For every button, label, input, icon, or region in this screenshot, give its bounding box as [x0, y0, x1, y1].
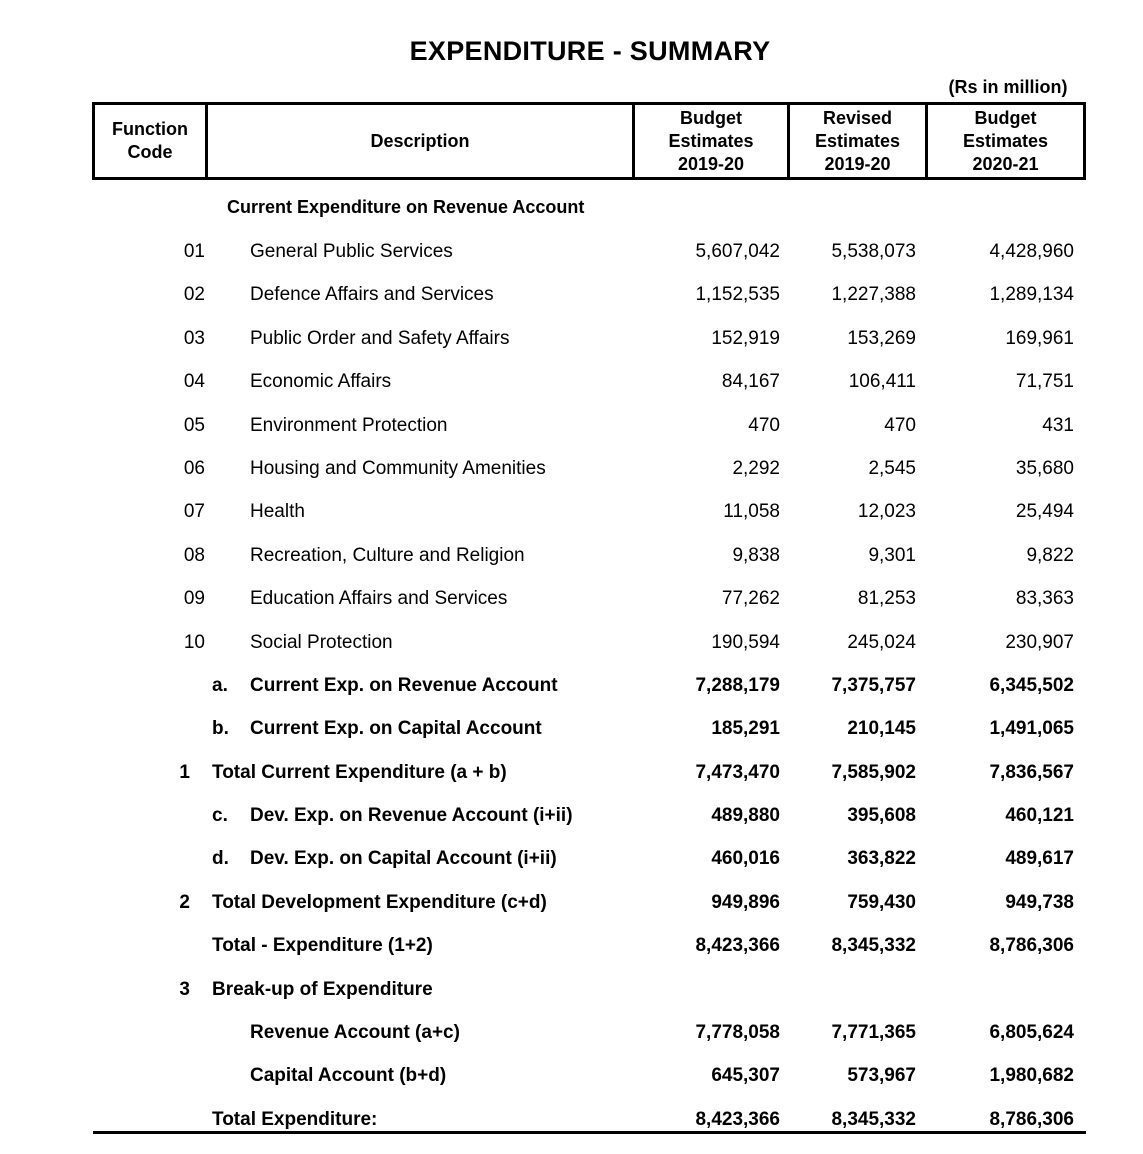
- revised-2019-20-value: 2,545: [868, 457, 916, 479]
- budget-2019-20-value: 7,288,179: [695, 674, 780, 696]
- budget-2019-20-value: 11,058: [723, 501, 780, 523]
- row-description: Break-up of Expenditure: [212, 978, 433, 1000]
- row-number: 1: [179, 761, 190, 783]
- budget-2020-21-value: 6,345,502: [989, 674, 1074, 696]
- budget-2020-21-value: 489,617: [1005, 848, 1074, 870]
- budget-2020-21-value: 1,491,065: [989, 718, 1074, 740]
- budget-2020-21-value: 9,822: [1026, 544, 1074, 566]
- table-row: [0, 577, 1143, 620]
- row-description: Recreation, Culture and Religion: [250, 544, 525, 566]
- total-row: [0, 1054, 1143, 1097]
- table-row: [0, 404, 1143, 447]
- table-row: [0, 273, 1143, 316]
- row-description: Defence Affairs and Services: [250, 284, 494, 306]
- row-description: Public Order and Safety Affairs: [250, 327, 510, 349]
- revised-2019-20-value: 12,023: [857, 501, 916, 523]
- revised-2019-20-value: 245,024: [847, 631, 916, 653]
- budget-2020-21-value: 83,363: [1015, 588, 1074, 610]
- budget-2019-20-value: 152,919: [711, 327, 780, 349]
- table-row: [0, 534, 1143, 577]
- table-row: [0, 447, 1143, 490]
- revised-2019-20-value: 210,145: [847, 718, 916, 740]
- total-row: [0, 707, 1143, 750]
- row-number: 2: [179, 891, 190, 913]
- budget-2020-21-value: 6,805,624: [989, 1022, 1074, 1044]
- total-row: [0, 794, 1143, 837]
- budget-2019-20-value: 8,423,366: [695, 1108, 780, 1130]
- row-description: Dev. Exp. on Capital Account (i+ii): [250, 848, 557, 870]
- total-row: [0, 881, 1143, 924]
- budget-2020-21-value: 949,738: [1005, 891, 1074, 913]
- revised-2019-20-value: 9,301: [868, 544, 916, 566]
- revised-2019-20-value: 1,227,388: [831, 284, 916, 306]
- budget-2019-20-value: 7,473,470: [695, 761, 780, 783]
- table-row: [0, 317, 1143, 360]
- row-description: Dev. Exp. on Revenue Account (i+ii): [250, 805, 573, 827]
- budget-2020-21-value: 169,961: [1005, 327, 1074, 349]
- revised-2019-20-value: 5,538,073: [831, 241, 916, 262]
- budget-2020-21-value: 8,786,306: [989, 935, 1074, 957]
- budget-2020-21-value: 4,428,960: [989, 241, 1074, 262]
- budget-2019-20-value: 489,880: [711, 805, 780, 827]
- budget-2020-21-value: 25,494: [1015, 501, 1074, 523]
- row-description: Revenue Account (a+c): [250, 1022, 460, 1044]
- budget-2019-20-value: 949,896: [711, 891, 780, 913]
- function-code: 02: [183, 284, 205, 306]
- revised-2019-20-value: 8,345,332: [831, 935, 916, 957]
- row-description: Current Exp. on Capital Account: [250, 718, 542, 740]
- budget-2020-21-value: 431: [1042, 414, 1074, 436]
- total-row: [0, 1011, 1143, 1054]
- row-description: Capital Account (b+d): [250, 1065, 447, 1087]
- units-note: (Rs in million): [948, 77, 1068, 97]
- function-code: 04: [183, 371, 205, 393]
- function-code: 10: [183, 631, 205, 653]
- header-description: Description: [208, 105, 635, 177]
- row-description: General Public Services: [250, 241, 453, 262]
- budget-2019-20-value: 7,778,058: [695, 1022, 780, 1044]
- page-title: EXPENDITURE - SUMMARY: [409, 36, 771, 66]
- revised-2019-20-value: 573,967: [847, 1065, 916, 1087]
- budget-2020-21-value: 460,121: [1005, 805, 1074, 827]
- budget-2019-20-value: 470: [748, 414, 780, 436]
- budget-2019-20-value: 9,838: [732, 544, 780, 566]
- revised-2019-20-value: 470: [884, 414, 916, 436]
- row-letter: b.: [212, 718, 229, 740]
- total-row: [0, 1098, 1143, 1141]
- function-code: 07: [183, 501, 205, 523]
- row-letter: c.: [212, 805, 228, 827]
- total-row: [0, 664, 1143, 707]
- revised-2019-20-value: 7,771,365: [831, 1022, 916, 1044]
- table-bottom-rule: [93, 1131, 1086, 1134]
- table-row: [0, 490, 1143, 533]
- function-code: 09: [183, 588, 205, 610]
- revised-2019-20-value: 106,411: [848, 371, 916, 393]
- revised-2019-20-value: 81,253: [857, 588, 916, 610]
- function-code: 05: [183, 414, 205, 436]
- row-description: Economic Affairs: [250, 371, 392, 393]
- total-row: [0, 751, 1143, 794]
- revised-2019-20-value: 153,269: [847, 327, 916, 349]
- revised-2019-20-value: 759,430: [847, 891, 916, 913]
- revised-2019-20-value: 395,608: [847, 805, 916, 827]
- budget-2020-21-value: 7,836,567: [989, 761, 1074, 783]
- table-body: [0, 230, 1143, 1141]
- total-row: [0, 968, 1143, 1011]
- row-description: Total - Expenditure (1+2): [212, 935, 433, 957]
- budget-2019-20-value: 84,167: [721, 371, 780, 393]
- budget-2020-21-value: 8,786,306: [989, 1108, 1074, 1130]
- budget-2019-20-value: 1,152,535: [695, 284, 780, 306]
- budget-2019-20-value: 460,016: [711, 848, 780, 870]
- budget-2020-21-value: 230,907: [1005, 631, 1074, 653]
- header-budget-estimates-2019-20: Budget Estimates 2019-20: [635, 105, 790, 177]
- budget-2019-20-value: 645,307: [711, 1065, 780, 1087]
- row-description: Total Development Expenditure (c+d): [212, 891, 547, 913]
- function-code: 01: [183, 241, 205, 262]
- budget-2020-21-value: 35,680: [1015, 457, 1074, 479]
- revised-2019-20-value: 7,585,902: [831, 761, 916, 783]
- function-code: 03: [183, 327, 205, 349]
- revised-2019-20-value: 363,822: [847, 848, 916, 870]
- row-description: Environment Protection: [250, 414, 448, 436]
- row-letter: a.: [212, 674, 228, 696]
- row-description: Current Exp. on Revenue Account: [250, 674, 558, 696]
- row-description: Health: [250, 501, 305, 523]
- header-revised-estimates-2019-20: Revised Estimates 2019-20: [790, 105, 928, 177]
- table-row: [0, 621, 1143, 664]
- budget-2020-21-value: 1,289,134: [989, 284, 1074, 306]
- budget-2019-20-value: 2,292: [732, 457, 780, 479]
- budget-2019-20-value: 8,423,366: [695, 935, 780, 957]
- row-description: Total Current Expenditure (a + b): [212, 761, 507, 783]
- table-header: [92, 102, 1086, 180]
- row-number: 3: [179, 978, 190, 1000]
- table-row: [0, 230, 1143, 273]
- header-budget-estimates-2020-21: Budget Estimates 2020-21: [928, 105, 1086, 177]
- revised-2019-20-value: 8,345,332: [831, 1108, 916, 1130]
- budget-2019-20-value: 190,594: [711, 631, 780, 653]
- budget-2020-21-value: 1,980,682: [989, 1065, 1074, 1087]
- revised-2019-20-value: 7,375,757: [831, 674, 916, 696]
- row-description: Housing and Community Amenities: [250, 457, 546, 479]
- function-code: 06: [183, 457, 205, 479]
- row-description: Education Affairs and Services: [250, 588, 508, 610]
- function-code: 08: [183, 544, 205, 566]
- header-function-code: Function Code: [92, 105, 208, 177]
- table-row: [0, 360, 1143, 403]
- row-description: Total Expenditure:: [212, 1108, 378, 1130]
- budget-2020-21-value: 71,751: [1015, 371, 1074, 393]
- budget-2019-20-value: 77,262: [721, 588, 780, 610]
- total-row: [0, 837, 1143, 880]
- row-description: Social Protection: [250, 631, 393, 653]
- row-letter: d.: [212, 848, 229, 870]
- budget-2019-20-value: 5,607,042: [695, 241, 780, 262]
- section-title: Current Expenditure on Revenue Account: [227, 197, 585, 217]
- total-row: [0, 924, 1143, 967]
- budget-2019-20-value: 185,291: [711, 718, 780, 740]
